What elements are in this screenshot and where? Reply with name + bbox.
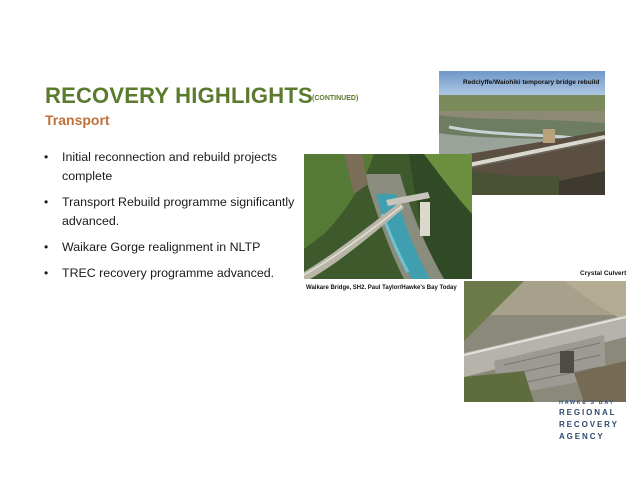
bullet-item — [44, 238, 306, 257]
crystal-culvert-caption: Crystal Culvert — [580, 270, 627, 277]
redclyffe-bridge-caption: Redclyffe/Waiohiki temporary bridge rebuild — [463, 79, 600, 86]
bullet-text: Initial reconnection and rebuild projects complete — [62, 150, 277, 183]
title-continued-label: (CONTINUED) — [312, 95, 359, 102]
waikare-bridge-caption: Waikare Bridge, SH2. Paul Taylor/Hawke's Bay Today — [306, 285, 457, 291]
logo-line-regional: REGIONAL — [559, 408, 617, 417]
logo-line-recovery: RECOVERY — [559, 420, 619, 429]
bullet-dot-icon: • — [44, 195, 49, 209]
bullet-item — [44, 264, 306, 283]
waikare-bridge-photo — [304, 154, 472, 279]
bullet-text: Waikare Gorge realignment in NLTP — [62, 240, 261, 254]
slide-title: RECOVERY HIGHLIGHTS — [45, 83, 313, 108]
logo-line-hawkes-bay: HAWKE'S BAY — [559, 400, 615, 406]
crystal-culvert-photo — [464, 281, 626, 402]
section-subtitle: Transport — [45, 112, 110, 128]
bullet-text: Transport Rebuild programme significantly advanced. — [62, 195, 295, 228]
bullet-dot-icon: • — [44, 266, 49, 280]
bullet-dot-icon: • — [44, 150, 49, 164]
hawkes-bay-regional-recovery-agency-logo — [552, 400, 622, 443]
bullet-item — [44, 193, 306, 231]
bullet-dot-icon: • — [44, 240, 49, 254]
bullet-text: TREC recovery programme advanced. — [62, 266, 275, 280]
bullet-list — [44, 148, 306, 290]
bullet-item — [44, 148, 306, 186]
logo-line-agency: AGENCY — [559, 432, 605, 441]
